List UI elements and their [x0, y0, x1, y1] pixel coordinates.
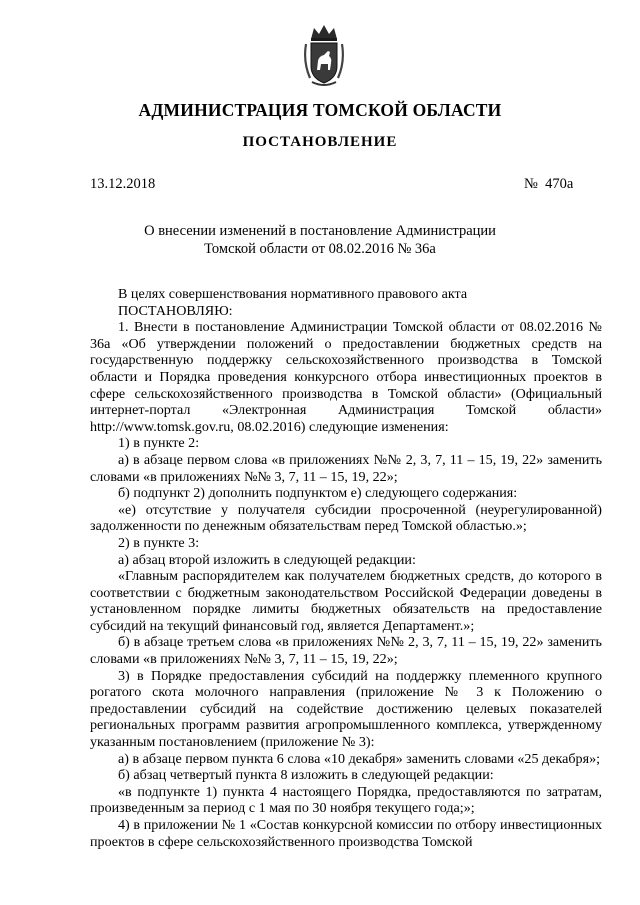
paragraph: «в подпункте 1) пункта 4 настоящего Порядка, предоставляются по затратам, произведенным за период с 1 мая по 30 ноября текущего года;»;	[90, 783, 602, 817]
document-body	[90, 286, 602, 850]
paragraph: 3) в Порядке предоставления субсидий на поддержку племенного крупного рогатого скота молочного направления (приложение № 3 к Положению о предоставлении субсидий на содействие достижению целевых показателей региональных программ развития агропромышленного комплекса, утвержденному указанным постановлением (приложение № 3):	[90, 667, 602, 751]
paragraph: 4) в приложении № 1 «Состав конкурсной комиссии по отбору инвестиционных проектов в сфере сельскохозяйственного производства Томской	[90, 817, 602, 850]
paragraph: а) в абзаце первом пункта 6 слова «10 декабря» заменить словами «25 декабря»;	[118, 750, 601, 767]
paragraph: ПОСТАНОВЛЯЮ:	[118, 302, 233, 319]
paragraph: а) абзац второй изложить в следующей редакции:	[118, 551, 416, 568]
paragraph: б) подпункт 2) дополнить подпунктом е) следующего содержания:	[118, 485, 518, 502]
subject-line: Томской области от 08.02.2016 № 36а	[204, 241, 436, 257]
coat-of-arms-icon	[302, 22, 346, 90]
paragraph: 1. Внести в постановление Администрации Томской области от 08.02.2016 № 36а «Об утверждении положений о предоставлении бюджетных средств на государственную поддержку сельскохозяйственного производства в Томской области и Порядка проведения конкурсного отбора инвестиционных проектов в сфере сельскохозяйственного производства в Томской области» (Официальный интернет-портал «Электронная Администрация Томской области» http://www.tomsk.gov.ru, 08.02.2016) следующие изменения:	[90, 319, 602, 435]
paragraph: 1) в пункте 2:	[118, 435, 200, 452]
document-type: ПОСТАНОВЛЕНИЕ	[242, 134, 398, 150]
paragraph: а) в абзаце первом слова «в приложениях №№ 2, 3, 7, 11 – 15, 19, 22» заменить словами «в приложениях №№ 3, 7, 11 – 15, 19, 22»;	[90, 451, 602, 485]
document-number: № 470а	[524, 176, 574, 192]
paragraph: «е) отсутствие у получателя субсидии просроченной (неурегулированной) задолженности по денежным обязательствам перед Томской областью.»;	[90, 501, 602, 535]
paragraph: В целях совершенствования нормативного правового акта	[118, 286, 468, 302]
organization-title: АДМИНИСТРАЦИЯ ТОМСКОЙ ОБЛАСТИ	[138, 100, 502, 120]
document-subject	[100, 222, 540, 258]
subject-line: О внесении изменений в постановление Администрации	[144, 223, 496, 239]
paragraph: б) абзац четвертый пункта 8 изложить в следующей редакции:	[118, 767, 494, 784]
paragraph: «Главным распорядителем как получателем бюджетных средств, до которого в соответствии с бюджетным законодательством Российской Федерации доведены в установленном порядке лимиты бюджетных обязательств на предоставление субсидий на текущий финансовый год, является Департамент.»;	[90, 568, 602, 634]
paragraph: б) в абзаце третьем слова «в приложениях №№ 2, 3, 7, 11 – 15, 19, 22» заменить словами «в приложениях №№ 3, 7, 11 – 15, 19, 22»;	[90, 634, 602, 668]
document-date: 13.12.2018	[90, 176, 156, 192]
paragraph: 2) в пункте 3:	[118, 534, 200, 551]
